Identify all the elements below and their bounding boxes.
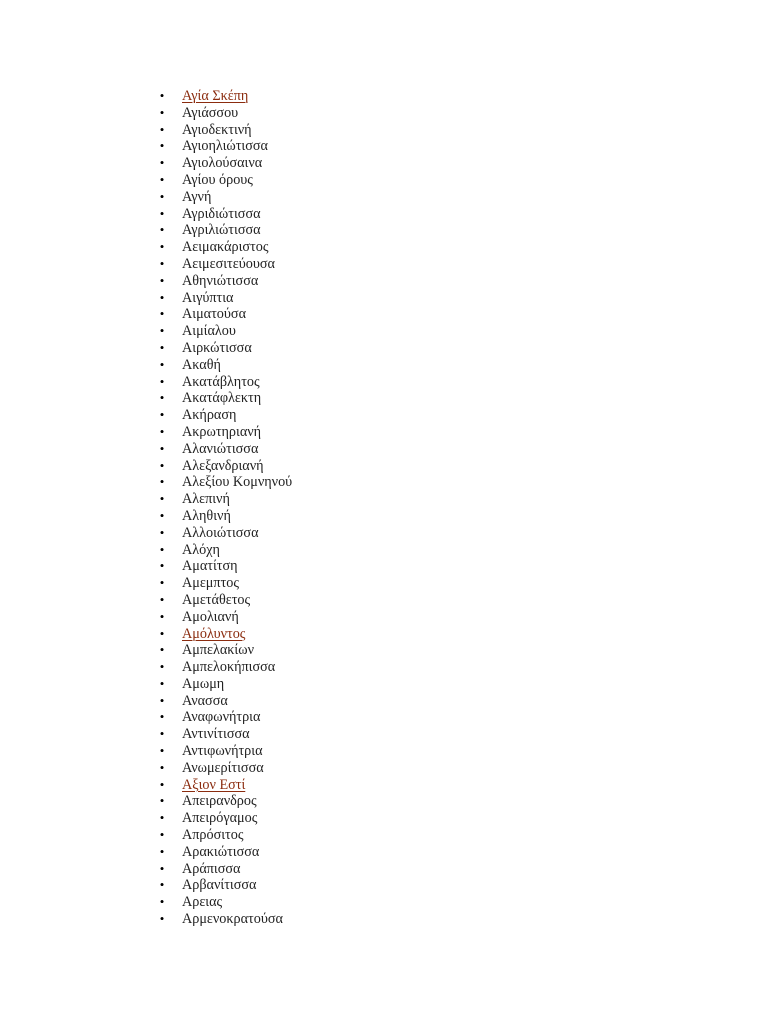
- name-label: Αγριδιώτισσα: [182, 205, 261, 222]
- name-label: Αληθινή: [182, 507, 231, 524]
- list-item[interactable]: [0, 626, 768, 643]
- bullet-icon: •: [159, 289, 165, 305]
- bullet-icon: •: [159, 726, 165, 742]
- name-label: Αρμενοκρατούσα: [182, 911, 283, 928]
- name-label: Αγιοδεκτινή: [182, 121, 252, 138]
- list-item: [0, 844, 768, 861]
- list-item: [0, 458, 768, 475]
- list-item: [0, 911, 768, 928]
- list-item: [0, 676, 768, 693]
- list-item: [0, 340, 768, 357]
- name-label: Αράπισσα: [182, 860, 241, 877]
- bullet-icon: •: [159, 827, 165, 843]
- list-item: [0, 441, 768, 458]
- bullet-icon: •: [159, 121, 165, 137]
- list-item: [0, 323, 768, 340]
- list-item: [0, 239, 768, 256]
- name-label: Αειμεσιτεύουσα: [182, 255, 275, 272]
- list-item: [0, 793, 768, 810]
- list-item: [0, 222, 768, 239]
- bullet-icon: •: [159, 911, 165, 927]
- list-item: [0, 390, 768, 407]
- name-label: Αγριλιώτισσα: [182, 222, 261, 239]
- list-item: [0, 138, 768, 155]
- name-label: Αλλοιώτισσα: [182, 524, 259, 541]
- bullet-icon: •: [159, 171, 165, 187]
- list-item: [0, 861, 768, 878]
- name-link[interactable]: Αμόλυντος: [182, 625, 246, 642]
- list-item: [0, 642, 768, 659]
- list-item[interactable]: [0, 88, 768, 105]
- list-item: [0, 122, 768, 139]
- bullet-icon: •: [159, 155, 165, 171]
- list-item: [0, 542, 768, 559]
- name-label: Αλεξίου Κομνηνού: [182, 474, 293, 491]
- list-item: [0, 827, 768, 844]
- name-label: Ανασσα: [182, 692, 228, 709]
- name-link[interactable]: Αξιον Εστί: [182, 776, 246, 793]
- name-label: Αμπελοκήπισσα: [182, 659, 276, 676]
- name-label: Αλεξανδριανή: [182, 457, 264, 474]
- name-label: Αθηνιώτισσα: [182, 272, 259, 289]
- bullet-icon: •: [159, 239, 165, 255]
- bullet-icon: •: [159, 877, 165, 893]
- list-item: [0, 256, 768, 273]
- bullet-icon: •: [159, 776, 165, 792]
- list-item: [0, 894, 768, 911]
- name-label: Αγιολούσαινα: [182, 155, 263, 172]
- list-item: [0, 357, 768, 374]
- list-item: [0, 273, 768, 290]
- bullet-icon: •: [159, 390, 165, 406]
- bullet-icon: •: [159, 759, 165, 775]
- list-item: [0, 575, 768, 592]
- list-item: [0, 206, 768, 223]
- bullet-icon: •: [159, 692, 165, 708]
- bullet-icon: •: [159, 793, 165, 809]
- bullet-icon: •: [159, 88, 165, 103]
- list-item: [0, 189, 768, 206]
- list-item: [0, 709, 768, 726]
- bullet-icon: •: [159, 860, 165, 876]
- bullet-icon: •: [159, 440, 165, 456]
- list-item: [0, 290, 768, 307]
- name-label: Αλεπινή: [182, 491, 230, 508]
- list-item: [0, 374, 768, 391]
- bullet-icon: •: [159, 272, 165, 288]
- bullet-icon: •: [159, 491, 165, 507]
- bullet-icon: •: [159, 675, 165, 691]
- list-item: [0, 155, 768, 172]
- list-item: [0, 659, 768, 676]
- bullet-icon: •: [159, 457, 165, 473]
- name-label: Ακρωτηριανή: [182, 423, 262, 440]
- name-label: Ακαθή: [182, 356, 221, 373]
- name-label: Αρειας: [182, 894, 223, 911]
- name-label: Αγιάσσου: [182, 104, 239, 121]
- document-page: [0, 88, 768, 928]
- bullet-icon: •: [159, 323, 165, 339]
- name-label: Ανωμερίτισσα: [182, 759, 264, 776]
- bullet-icon: •: [159, 541, 165, 557]
- bullet-icon: •: [159, 407, 165, 423]
- name-label: Ακατάβλητος: [182, 373, 260, 390]
- name-label: Αιγύπτια: [182, 289, 234, 306]
- name-link[interactable]: Αγία Σκέπη: [182, 88, 249, 104]
- name-list: [0, 88, 768, 928]
- bullet-icon: •: [159, 205, 165, 221]
- name-label: Ακήραση: [182, 407, 237, 424]
- list-item: [0, 508, 768, 525]
- bullet-icon: •: [159, 558, 165, 574]
- bullet-icon: •: [159, 222, 165, 238]
- bullet-icon: •: [159, 356, 165, 372]
- name-label: Αλόχη: [182, 541, 220, 558]
- name-label: Αμετάθετος: [182, 591, 251, 608]
- list-item[interactable]: [0, 777, 768, 794]
- name-label: Αγιοηλιώτισσα: [182, 138, 268, 155]
- list-item: [0, 105, 768, 122]
- bullet-icon: •: [159, 474, 165, 490]
- bullet-icon: •: [159, 255, 165, 271]
- name-label: Αιρκώτισσα: [182, 339, 252, 356]
- name-label: Αμολιανή: [182, 608, 239, 625]
- bullet-icon: •: [159, 625, 165, 641]
- bullet-icon: •: [159, 894, 165, 910]
- list-item: [0, 726, 768, 743]
- name-label: Αρβανίτισσα: [182, 877, 257, 894]
- list-item: [0, 810, 768, 827]
- name-label: Αγνή: [182, 188, 212, 205]
- bullet-icon: •: [159, 306, 165, 322]
- bullet-icon: •: [159, 608, 165, 624]
- bullet-icon: •: [159, 138, 165, 154]
- name-label: Ακατάφλεκτη: [182, 390, 262, 407]
- bullet-icon: •: [159, 709, 165, 725]
- list-item: [0, 525, 768, 542]
- bullet-icon: •: [159, 188, 165, 204]
- list-item: [0, 474, 768, 491]
- bullet-icon: •: [159, 339, 165, 355]
- list-item: [0, 760, 768, 777]
- bullet-icon: •: [159, 843, 165, 859]
- list-item: [0, 877, 768, 894]
- name-label: Αιματούσα: [182, 306, 247, 323]
- name-label: Αμωμη: [182, 675, 225, 692]
- name-label: Αειμακάριστος: [182, 239, 269, 256]
- list-item: [0, 592, 768, 609]
- name-label: Αμεμπτος: [182, 575, 239, 592]
- name-label: Αντινίτισσα: [182, 726, 250, 743]
- list-item: [0, 743, 768, 760]
- bullet-icon: •: [159, 743, 165, 759]
- list-item: [0, 306, 768, 323]
- list-item: [0, 407, 768, 424]
- bullet-icon: •: [159, 659, 165, 675]
- name-label: Αναφωνήτρια: [182, 709, 261, 726]
- name-label: Αμπελακίων: [182, 642, 255, 659]
- bullet-icon: •: [159, 642, 165, 658]
- name-label: Αματίτση: [182, 558, 238, 575]
- name-label: Αλανιώτισσα: [182, 440, 259, 457]
- list-item: [0, 609, 768, 626]
- bullet-icon: •: [159, 507, 165, 523]
- list-item: [0, 558, 768, 575]
- list-item: [0, 693, 768, 710]
- name-label: Απρόσιτος: [182, 827, 244, 844]
- bullet-icon: •: [159, 423, 165, 439]
- bullet-icon: •: [159, 524, 165, 540]
- name-label: Απειρόγαμος: [182, 810, 258, 827]
- bullet-icon: •: [159, 810, 165, 826]
- list-item: [0, 491, 768, 508]
- name-label: Αρακιώτισσα: [182, 843, 260, 860]
- bullet-icon: •: [159, 591, 165, 607]
- bullet-icon: •: [159, 575, 165, 591]
- name-label: Απειρανδρος: [182, 793, 257, 810]
- bullet-icon: •: [159, 104, 165, 120]
- name-label: Αιμίαλου: [182, 323, 236, 340]
- bullet-icon: •: [159, 373, 165, 389]
- name-label: Αντιφωνήτρια: [182, 743, 263, 760]
- list-item: [0, 172, 768, 189]
- name-label: Αγίου όρους: [182, 171, 253, 188]
- list-item: [0, 424, 768, 441]
